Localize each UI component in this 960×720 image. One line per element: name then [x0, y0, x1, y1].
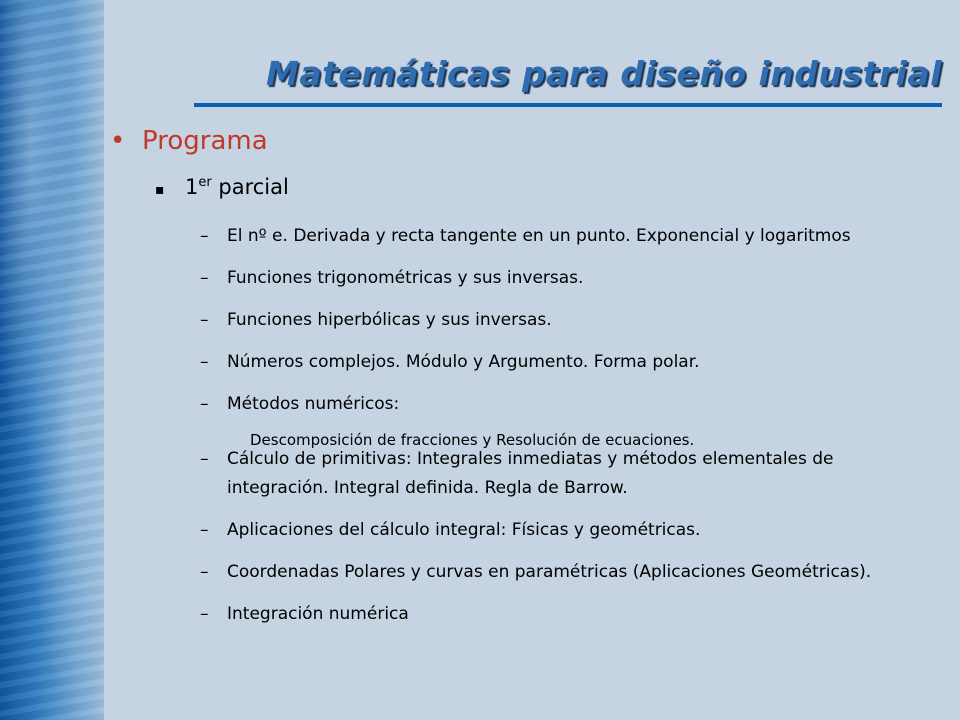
left-decorative-band — [0, 0, 104, 720]
level2-bullet-item — [155, 175, 289, 199]
topic-item — [200, 600, 920, 629]
dash-bullet: – — [200, 352, 209, 372]
topic-item — [200, 558, 920, 587]
subsection-number: 1 — [185, 175, 199, 199]
subsection-label: parcial — [211, 175, 289, 199]
slide-title: Matemáticas para diseño industrial — [265, 54, 942, 93]
subsection-superscript: er — [198, 175, 212, 190]
topic-text: Aplicaciones del cálculo integral: Físicas y geométricas. — [227, 520, 701, 540]
square-bullet-icon: ▪ — [155, 182, 165, 198]
dash-bullet: – — [200, 394, 209, 414]
topic-item — [200, 264, 920, 293]
section-heading: Programa — [142, 126, 268, 156]
dash-bullet: – — [200, 604, 209, 624]
topic-item — [200, 516, 920, 545]
dash-bullet: – — [200, 268, 209, 288]
level1-bullet-item — [110, 126, 268, 156]
topic-text: Métodos numéricos: — [227, 394, 400, 414]
topic-subtext: Descomposición de fracciones y Resolución de ecuaciones. — [250, 431, 695, 449]
topic-text: Coordenadas Polares y curvas en paramétricas (Aplicaciones Geométricas). — [227, 562, 872, 582]
topic-item — [200, 348, 920, 377]
topic-item — [200, 306, 920, 335]
topic-item — [200, 445, 920, 503]
topic-text: Funciones trigonométricas y sus inversas. — [227, 268, 584, 288]
topic-item — [200, 222, 920, 251]
subsection-heading — [185, 175, 289, 199]
topic-text: Funciones hiperbólicas y sus inversas. — [227, 310, 552, 330]
dash-bullet: – — [200, 520, 209, 540]
topic-text: Cálculo de primitivas: Integrales inmediatas y métodos elementales de integración. Integral definida. Regla de Barrow. — [227, 449, 834, 498]
dash-bullet: – — [200, 449, 209, 469]
topic-text: Números complejos. Módulo y Argumento. Forma polar. — [227, 352, 700, 372]
title-underline — [194, 103, 942, 107]
bullet-icon: • — [110, 126, 126, 156]
topic-text: Integración numérica — [227, 604, 409, 624]
dash-bullet: – — [200, 226, 209, 246]
dash-bullet: – — [200, 310, 209, 330]
topic-item — [200, 390, 920, 419]
dash-bullet: – — [200, 562, 209, 582]
topic-text: El nº e. Derivada y recta tangente en un punto. Exponencial y logaritmos — [227, 226, 851, 246]
